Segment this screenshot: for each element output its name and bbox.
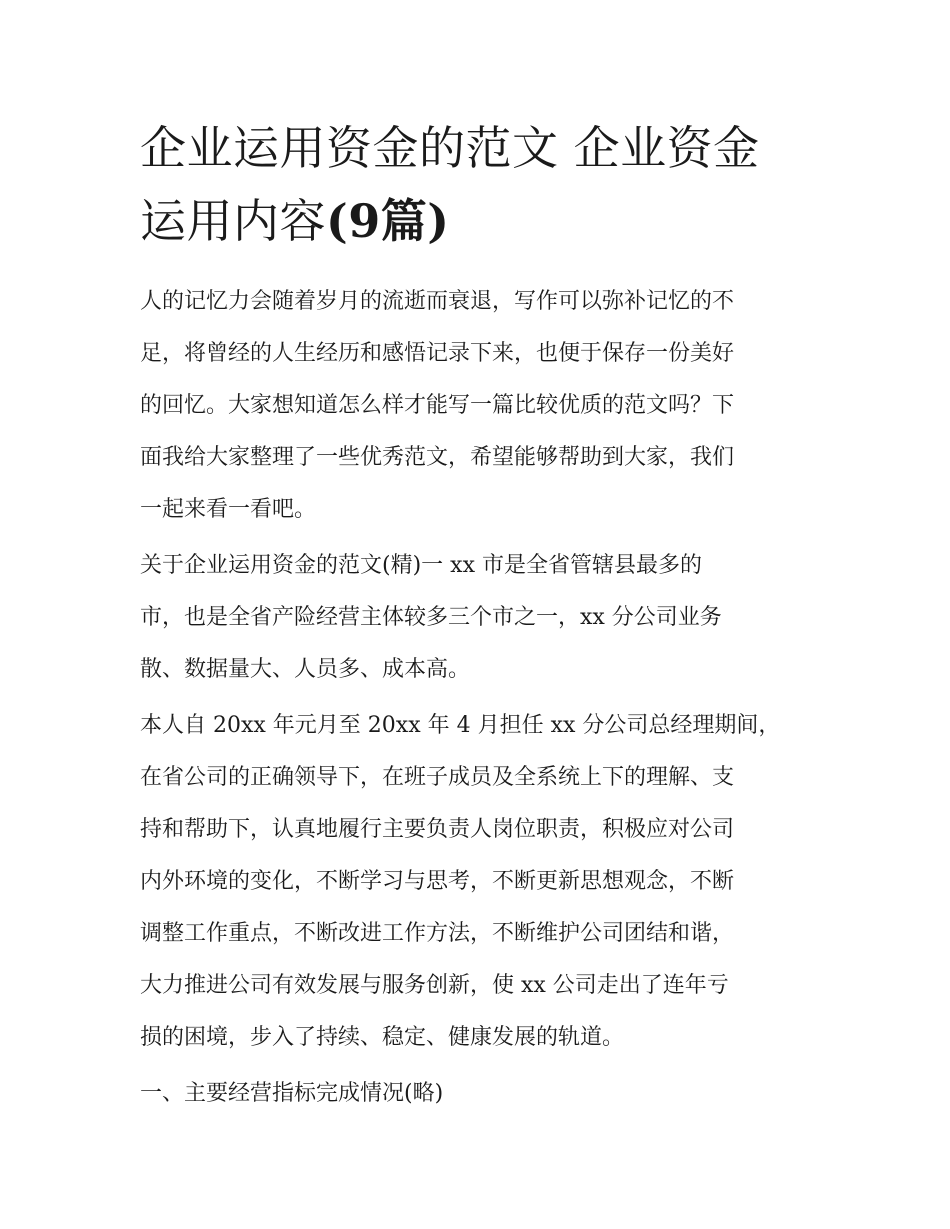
text-line: 持和帮助下，认真地履行主要负责人岗位职责，积极应对公司 bbox=[140, 817, 735, 842]
intro-paragraph bbox=[140, 276, 812, 536]
section-heading bbox=[140, 1068, 812, 1120]
text-line: 在省公司的正确领导下，在班子成员及全系统上下的理解、支 bbox=[140, 765, 735, 790]
text-line: 关于企业运用资金的范文(精)一 xx 市是全省管辖县最多的 bbox=[140, 553, 702, 578]
title-count: (9篇) bbox=[326, 194, 450, 248]
document-page bbox=[140, 112, 812, 1120]
text-line: 一、主要经营指标完成情况(略) bbox=[140, 1081, 444, 1106]
body-paragraph bbox=[140, 700, 812, 1064]
text-line: 一起来看一看吧。 bbox=[140, 497, 317, 522]
text-line: 散、数据量大、人员多、成本高。 bbox=[140, 657, 471, 682]
body-paragraph bbox=[140, 540, 812, 696]
title-line bbox=[140, 185, 812, 258]
text-line: 损的困境，步入了持续、稳定、健康发展的轨道。 bbox=[140, 1025, 625, 1050]
text-line: 大力推进公司有效发展与服务创新，使 xx 公司走出了连年亏 bbox=[140, 973, 729, 998]
text-line: 市，也是全省产险经营主体较多三个市之一，xx 分公司业务 bbox=[140, 605, 722, 630]
text-line: 足，将曾经的人生经历和感悟记录下来，也便于保存一份美好 bbox=[140, 341, 735, 366]
title-line: 企业运用资金的范文 企业资金 bbox=[140, 121, 760, 175]
title-text: 运用内容 bbox=[140, 194, 326, 248]
document-title bbox=[140, 112, 812, 258]
text-line: 人的记忆力会随着岁月的流逝而衰退，写作可以弥补记忆的不 bbox=[140, 289, 735, 314]
text-line: 面我给大家整理了一些优秀范文，希望能够帮助到大家，我们 bbox=[140, 445, 735, 470]
text-line: 本人自 20xx 年元月至 20xx 年 4 月担任 xx 分公司总经理期间， bbox=[140, 713, 781, 738]
text-line: 的回忆。大家想知道怎么样才能写一篇比较优质的范文吗？下 bbox=[140, 393, 735, 418]
text-line: 调整工作重点，不断改进工作方法，不断维护公司团结和谐， bbox=[140, 921, 735, 946]
text-line: 内外环境的变化，不断学习与思考，不断更新思想观念，不断 bbox=[140, 869, 735, 894]
